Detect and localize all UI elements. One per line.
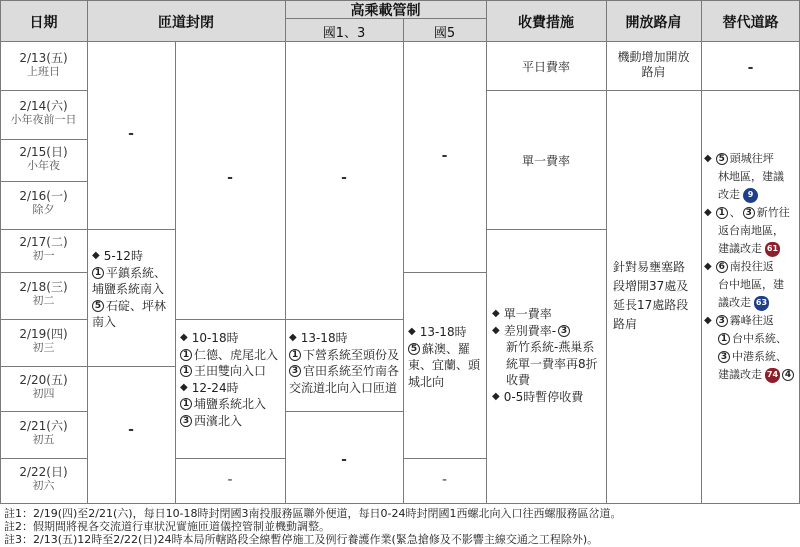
freeway-route-icon: 5 <box>716 153 728 165</box>
toll-single: 單一費率 <box>521 154 570 168</box>
freeway-route-icon: 1 <box>180 365 192 377</box>
date-cell: 2/21(六) 初五 <box>19 419 68 446</box>
dash-cell: - <box>227 472 233 488</box>
date-cell: 2/16(一) 除夕 <box>19 189 68 216</box>
date-cell: 2/19(四) 初三 <box>19 327 68 354</box>
highway-shield-icon: 63 <box>754 296 769 311</box>
toll-block: ◆ 單一費率 ◆ 差別費率- 3 新竹系統-燕巢系 統單一費率再8折 收費 ◆ 0-5時暫停收費 <box>492 307 598 404</box>
provincial-highway-shield-icon: 9 <box>743 188 758 203</box>
header-alt-route: 替代道路 <box>722 15 779 31</box>
dash-cell: - <box>341 170 347 186</box>
freeway-route-icon: 6 <box>716 261 728 273</box>
header-hov-nat5: 國5 <box>433 26 456 41</box>
freeway-route-icon: 1 <box>92 267 104 279</box>
highway-shield-icon: 61 <box>765 242 780 257</box>
freeway-route-icon: 3 <box>743 207 755 219</box>
header-hov-control: 高乘載管制 <box>350 3 421 19</box>
header-ramp-closure: 匝道封閉 <box>158 15 214 31</box>
freeway-route-icon: 3 <box>558 325 570 337</box>
shoulder-main: 針對易壅塞路 段增開37處及 延長17處路段 路肩 <box>613 260 689 331</box>
date-cell: 2/22(日) 初六 <box>19 465 68 492</box>
dash-cell: - <box>227 170 233 186</box>
dash-cell: - <box>441 472 448 488</box>
toll-weekday: 平日費率 <box>521 60 570 74</box>
date-cell: 2/20(五) 初四 <box>19 373 68 400</box>
freeway-route-icon: 4 <box>782 369 794 381</box>
freeway-route-icon: 1 <box>716 207 728 219</box>
dash-cell: - <box>128 422 134 438</box>
date-cell: 2/15(日) 小年夜 <box>19 145 68 172</box>
freeway-route-icon: 3 <box>718 351 730 363</box>
alt-route-block: ◆ 5 頭城往坪 林地區，建議 改走 9 ◆ 1 、 3 新竹往 返台南地區， 建議改走 61 ◆ 6 南投往返 台中地區，建 議改走 63 ◆ 3 霧峰往返 1 台中系統、 3 中港系統、 建議改走 74 4 <box>704 150 798 384</box>
header-hov-nat1-3: 國1、3 <box>322 26 366 41</box>
ramp-closure-block-1: ◆ 5-12時 1 平鎮系統、 埔鹽系統南入 5 石碇、坪林 南入 <box>92 249 167 329</box>
freeway-route-icon: 3 <box>716 315 728 327</box>
freeway-route-icon: 1 <box>180 398 192 410</box>
freeway-route-icon: 3 <box>180 415 192 427</box>
freeway-route-icon: 1 <box>289 349 301 361</box>
footnote: 註3：2/13(五)12時至2/22(日)24時本局所轄路段全線暫停施工及例行養護作業(緊急搶修及不影響主線交通之工程除外)。 <box>4 533 599 546</box>
date-cell: 2/17(二) 初一 <box>19 235 68 262</box>
date-cell: 2/18(三) 初二 <box>19 280 68 307</box>
header-date: 日期 <box>29 15 58 31</box>
freeway-route-icon: 3 <box>289 365 301 377</box>
header-toll: 收費措施 <box>518 15 574 31</box>
header-shoulder: 開放路肩 <box>625 15 682 31</box>
freeway-route-icon: 1 <box>180 349 192 361</box>
date-cell: 2/14(六) 小年夜前一日 <box>10 99 77 126</box>
dash-cell: - <box>441 148 448 164</box>
hov-nat5-block: ◆ 13-18時 5 蘇澳、羅 東、宜蘭、頭 城北向 <box>408 325 481 389</box>
footnote: 註2：假期間將視各交流道行車狀況實施匝道儀控管制並機動調整。 <box>4 520 330 533</box>
freeway-route-icon: 5 <box>92 300 104 312</box>
highway-shield-icon: 74 <box>765 368 780 383</box>
date-cell: 2/13(五) 上班日 <box>19 51 68 78</box>
freeway-route-icon: 1 <box>718 333 730 345</box>
dash-cell: - <box>128 126 134 142</box>
footnote: 註1：2/19(四)至2/21(六)，每日10-18時封閉國3南投服務區聯外便道，每日0-24時封閉國1西螺北向入口往西螺服務區岔道。 <box>4 507 622 520</box>
dash-cell: - <box>341 452 347 468</box>
freeway-route-icon: 5 <box>408 343 420 355</box>
hov-nat1-3-block: ◆ 13-18時 1 下營系統至頭份及 3 官田系統至竹南各 交流道北向入口匝道 <box>289 331 400 395</box>
dash-cell: - <box>747 60 754 76</box>
ramp-closure-block-2: ◆ 10-18時 1 仁德、虎尾北入 1 王田雙向入口 ◆ 12-24時 1 埔鹽系統北入 3 西濱北入 <box>180 331 279 428</box>
shoulder-top: 機動增加開放 路肩 <box>617 50 690 79</box>
